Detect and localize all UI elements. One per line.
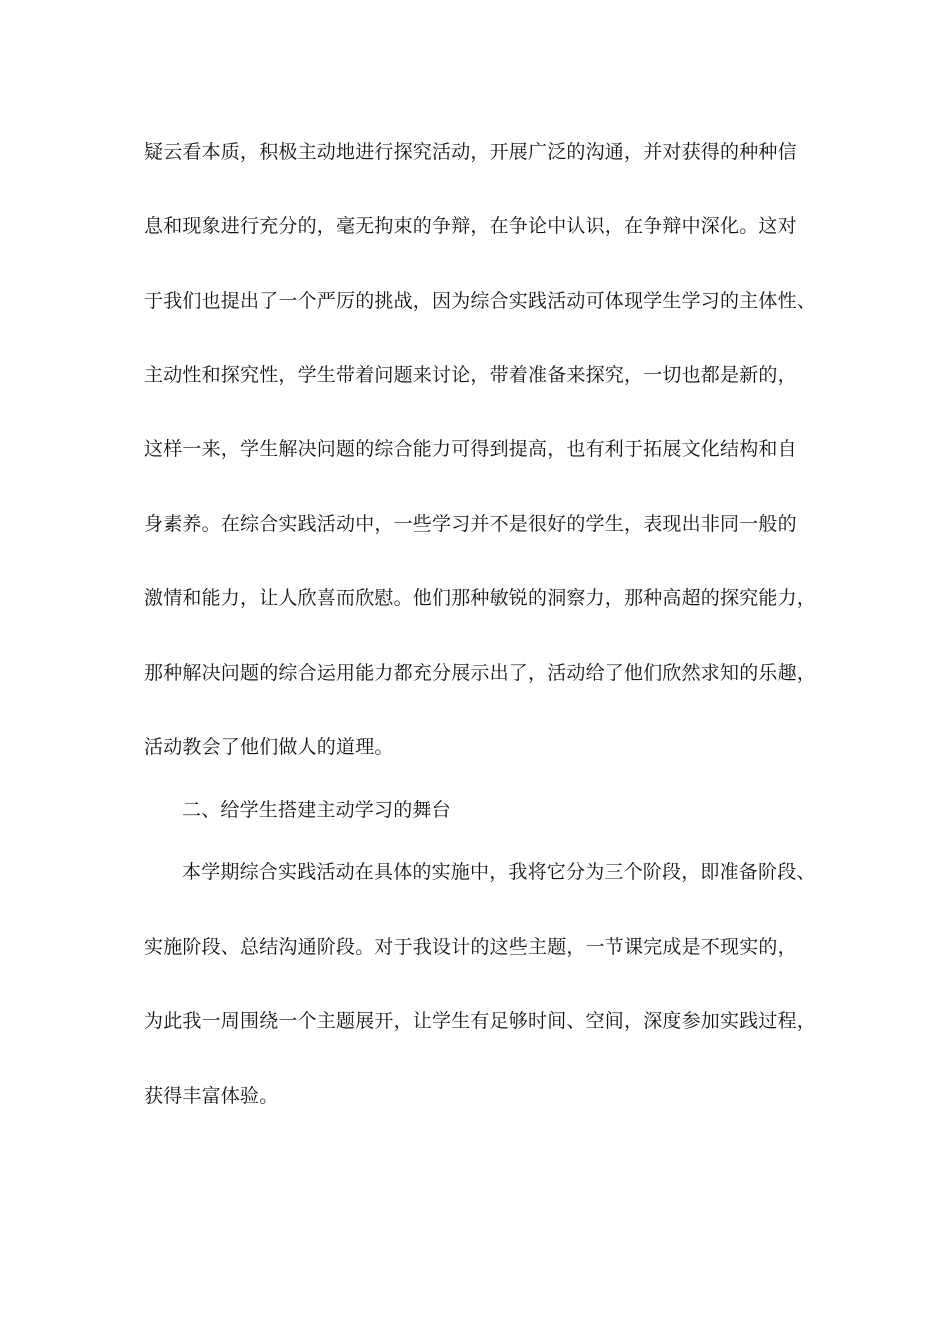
paragraph-line: 疑云看本质，积极主动地进行探究活动，开展广泛的沟通，并对获得的种种信 [144,141,797,163]
paragraph-line: 这样一来，学生解决问题的综合能力可得到提高，也有利于拓展文化结构和自 [144,438,797,460]
paragraph-line: 激情和能力，让人欣喜而欣慰。他们那种敏锐的洞察力，那种高超的探究能力， [144,587,817,609]
paragraph-line: 主动性和探究性，学生带着问题来讨论，带着准备来探究，一切也都是新的， [144,364,797,386]
paragraph-line: 于我们也提出了一个严厉的挑战，因为综合实践活动可体现学生学习的主体性、 [144,290,817,312]
paragraph-line: 活动教会了他们做人的道理。 [144,736,394,758]
section-heading: 二、给学生搭建主动学习的舞台 [182,799,451,821]
paragraph-line: 那种解决问题的综合运用能力都充分展示出了，活动给了他们欣然求知的乐趣， [144,662,817,684]
paragraph-line: 实施阶段、总结沟通阶段。对于我设计的这些主题，一节课完成是不现实的， [144,936,797,958]
paragraph-line: 本学期综合实践活动在具体的实施中，我将它分为三个阶段，即准备阶段、 [182,861,816,883]
paragraph-line: 息和现象进行充分的，毫无拘束的争辩，在争论中认识，在争辩中深化。这对 [144,215,797,237]
paragraph-line: 获得丰富体验。 [144,1085,279,1107]
paragraph-line: 身素养。在综合实践活动中，一些学习并不是很好的学生，表现出非同一般的 [144,513,797,535]
paragraph-line: 为此我一周围绕一个主题展开，让学生有足够时间、空间，深度参加实践过程， [144,1010,817,1032]
